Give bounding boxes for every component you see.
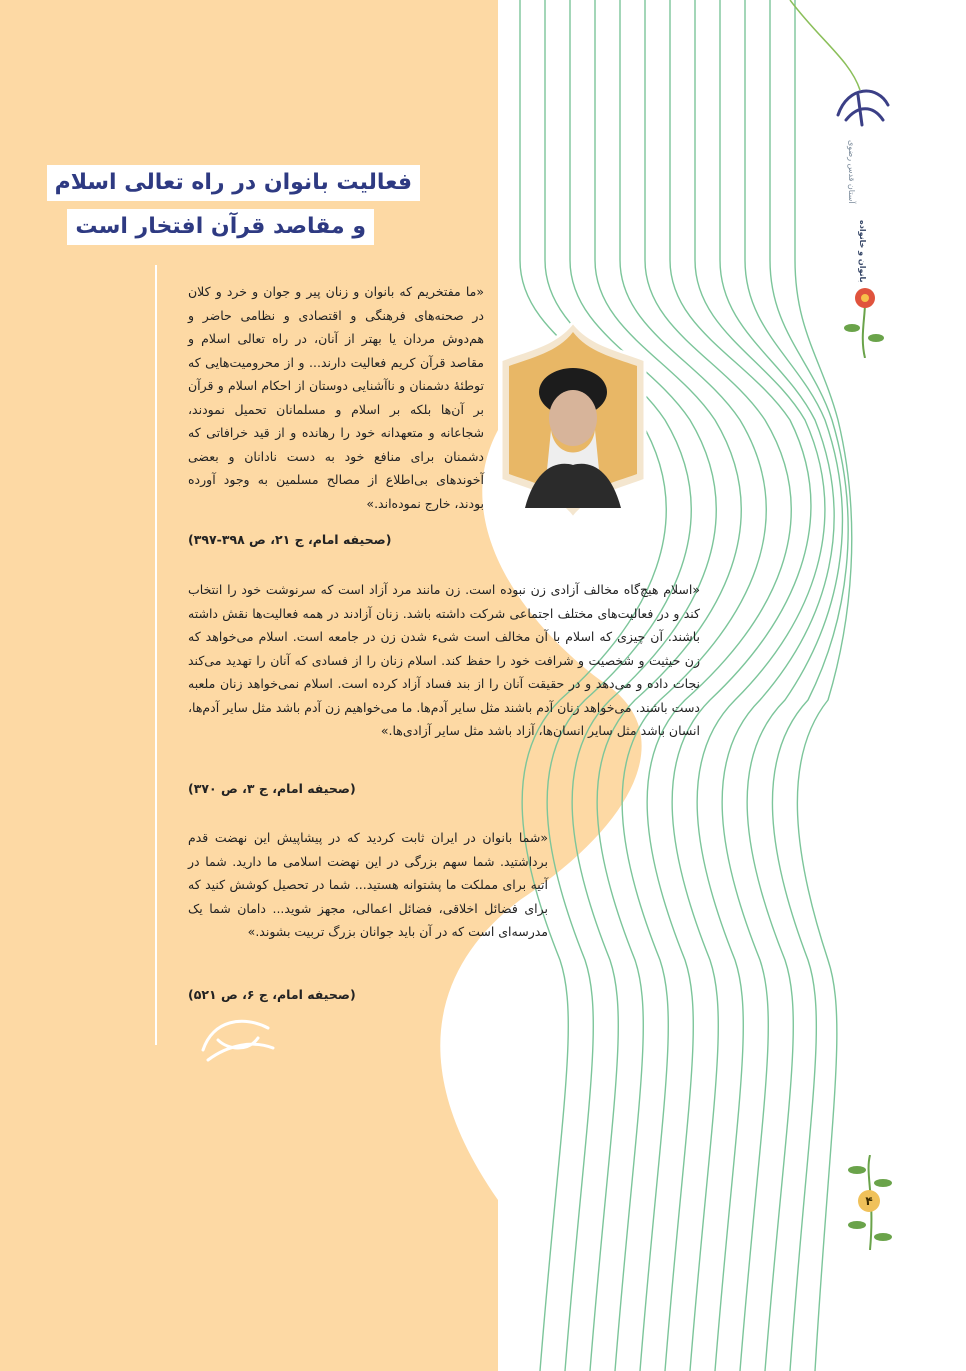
- page-number: ۴: [858, 1190, 880, 1212]
- signature-seal: [198, 1010, 278, 1070]
- quote-3-reference: (صحیفه امام، ج ۶، ص ۵۲۱): [188, 987, 356, 1002]
- side-publisher: آستان قدس رضوی: [847, 140, 856, 204]
- quote-2-text: «اسلام هیچ‌گاه مخالف آزادی زن نبوده است. زن مانند مرد آزاد است که سرنوشت خود را انتخاب کند و در فعالیت‌های مختلف اجتماعی شرکت داشته باشد. زنان آزادند در همه فعالیت‌ها نقش داشته باشند. آن چیزی که اسلام با آن مخالف است شیء شدن زن در جامعه است. اسلام می‌خواهد که زن حیثیت و شخصیت و شرافت خود را حفظ کند. اسلام زنان را از فسادی که آنان را تهدید می‌کند نجات داده و می‌دهد و در حقیقت آنان را از بند فساد آزاد کرده است. اسلام نمی‌خواهد زنان ملعبه دست باشند. می‌خواهد زنان آدم باشند مثل سایر آدم‌ها. ما می‌خواهیم زن آدم باشد مثل سایر آدم‌ها، انسان باشد مثل سایر انسان‌ها، آزاد باشد مثل سایر آزادی‌ها.»: [188, 582, 700, 738]
- flower-ornament-icon: [840, 278, 890, 358]
- quote-1-text: «ما مفتخریم که بانوان و زنان پیر و جوان و خرد و کلان در صحنه‌های فرهنگی و اقتصادی و نظامی حاضر و هم‌دوش مردان یا بهتر از آنان، در راه تعالی اسلام و مقاصد قرآن کریم فعالیت دارند... و از محرومیت‌هایی که توطئهٔ دشمنان و ناآشنایی دوستان از احکام اسلام و قرآن بر آن‌ها بلکه بر اسلام و مسلمانان تحمیل نمودند، شجاعانه و متعهدانه خود را رهانده و از قید خرافاتی که دشمنان برای منافع خود به دست نادانان و بعضی آخوندهای بی‌اطلاع از مصالح مسلمین به وجود آورده بودند، خارج نموده‌اند.»: [188, 284, 484, 511]
- side-section-title: بانوان و خانواده: [858, 220, 867, 283]
- quote-1-reference: (صحیفه امام، ج ۲۱، ص ۳۹۸-۳۹۷): [188, 532, 392, 547]
- quote-3-text: «شما بانوان در ایران ثابت کردید که در پیشاپیش این نهضت قدم برداشتید. شما سهم بزرگی در این نهضت اسلامی ما دارید. شما در آتیه برای مملکت ما پشتوانه هستید... شما در تحصیل کوشش کنید که برای فضائل اخلاقی، فضائل اعمالی، مجهز شوید... دامان شما یک مدرسه‌ای است که در آن باید جوانان بزرگ تربیت بشوند.»: [188, 830, 548, 939]
- magazine-logo: [828, 75, 898, 130]
- quote-2-reference: (صحیفه امام، ج ۳، ص ۳۷۰): [188, 781, 356, 796]
- quote-divider: [155, 265, 157, 1045]
- title-line-1: فعالیت بانوان در راه تعالی اسلام: [47, 165, 420, 201]
- portrait-frame: [495, 320, 651, 520]
- title-line-2: و مقاصد قرآن افتخار است: [67, 209, 374, 245]
